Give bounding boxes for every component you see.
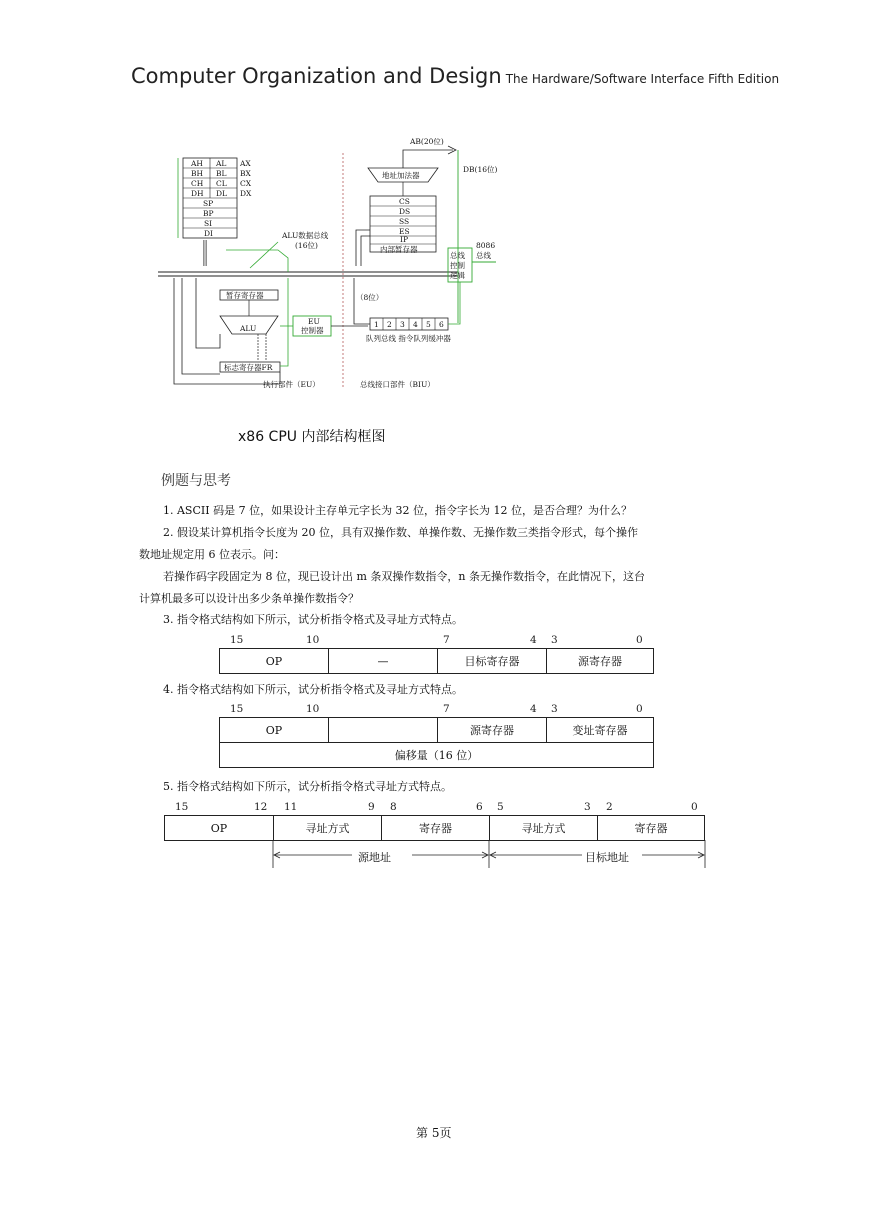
bus-label: 总线 [476,251,491,260]
f4-bit-0: 0 [636,703,643,715]
f5-bit-6: 6 [476,801,483,813]
queue-1: 1 [374,320,379,329]
reg-ax: AX [240,159,251,168]
seg-ss: SS [399,217,410,226]
queue-6: 6 [439,320,444,329]
f3-bit-7: 7 [443,634,450,646]
f5-bit-0: 0 [691,801,698,813]
question-4: 4. 指令格式结构如下所示，试分析指令格式及寻址方式特点。 [163,683,463,696]
f5-dst-address-label: 目标地址 [585,851,629,864]
f5-field-dst-mode: 寻址方式 [490,816,598,841]
bus-ctrl-1: 总线 [450,251,465,260]
reg-bp: BP [203,209,214,218]
f4-field-offset: 偏移量（16 位） [220,743,654,768]
f4-bit-15: 15 [230,703,244,715]
reg-cx: CX [240,179,252,188]
f3-field-dest-reg: 目标寄存器 [438,649,547,674]
question-2-line-2: 数地址规定用 6 位表示。问： [139,548,285,561]
temp-reg-label: 暂存寄存器 [226,291,264,300]
reg-bx: BX [240,169,251,178]
f5-bit-2: 2 [606,801,613,813]
f5-bit-8: 8 [390,801,397,813]
f3-bit-0: 0 [636,634,643,646]
f5-bit-12: 12 [254,801,268,813]
question-3: 3. 指令格式结构如下所示，试分析指令格式及寻址方式特点。 [163,613,463,626]
f5-bit-3: 3 [584,801,591,813]
f5-field-dst-reg: 寄存器 [598,816,705,841]
eu-label: 执行部件（EU） [263,380,320,389]
reg-dl: DL [216,189,227,198]
question-5: 5. 指令格式结构如下所示，试分析指令格式寻址方式特点。 [163,780,452,793]
queue-2: 2 [387,320,392,329]
f5-src-address-label: 源地址 [358,851,391,864]
reg-al: AL [216,159,227,168]
f4-bit-4: 4 [530,703,537,715]
queue-4: 4 [413,320,418,329]
seg-ds: DS [399,207,411,216]
f3-bit-3: 3 [551,634,558,646]
f4-bit-7: 7 [443,703,450,715]
header-title: Computer Organization and Design [131,64,502,88]
document-header [131,64,779,88]
f4-field-blank [329,718,438,743]
inner-reg-label: 内部暂存器 [380,245,418,254]
f5-field-src-mode: 寻址方式 [274,816,382,841]
reg-sp: SP [203,199,214,208]
f3-bit-4: 4 [530,634,537,646]
f3-field-op: OP [220,649,329,674]
seg-cs: CS [399,197,410,206]
adder-label: 地址加法器 [382,171,420,180]
reg-cl: CL [216,179,227,188]
f5-bit-11: 11 [284,801,298,813]
address-span-arrows [270,840,710,870]
reg-di: DI [204,229,213,238]
eu-ctrl-label-2: 控制器 [301,326,324,335]
header-subtitle: The Hardware/Software Interface Fifth Edition [505,72,780,86]
queue-3: 3 [400,320,405,329]
reg-ah: AH [191,159,203,168]
alu-label: ALU [240,324,257,333]
f5-bit-9: 9 [368,801,375,813]
reg-bh: BH [191,169,204,178]
page-number: 第 5页 [416,1126,452,1140]
f4-field-op: OP [220,718,329,743]
f4-bit-10: 10 [306,703,320,715]
f3-field-src-reg: 源寄存器 [547,649,654,674]
f3-bit-10: 10 [306,634,320,646]
f4-field-src-reg: 源寄存器 [438,718,547,743]
flags-reg-label: 标志寄存器FR [224,363,273,372]
question-2-line-3: 若操作码字段固定为 8 位，现已设计出 m 条双操作数指令，n 条无操作数指令，在此情况下，这台 [163,570,645,583]
bus-ctrl-3: 逻辑 [450,271,465,280]
f5-bit-5: 5 [497,801,504,813]
ab-label: AB(20位) [410,138,444,146]
eight-bit-label: （8位） [356,293,384,302]
seg-ip: IP [400,235,409,244]
reg-bl: BL [216,169,227,178]
f4-bit-3: 3 [551,703,558,715]
eu-ctrl-label-1: EU [308,317,320,326]
alu-bus-label: ALU数据总线 [282,231,329,240]
instruction-format-4 [219,717,654,768]
f3-bit-15: 15 [230,634,244,646]
reg-ch: CH [191,179,204,188]
question-2-line-4: 计算机最多可以设计出多少条单操作数指令？ [139,592,359,605]
alu-bus-width: (16位) [295,241,318,250]
question-2-line-1: 2. 假设某计算机指令长度为 20 位，具有双操作数、单操作数、无操作数三类指令形式，每个操作 [163,526,638,539]
reg-dx: DX [240,189,252,198]
instruction-format-3 [219,648,654,674]
f5-field-op: OP [165,816,274,841]
bus-8086-label: 8086 [476,241,496,250]
bus-ctrl-2: 控制 [450,261,465,270]
instruction-format-5 [164,815,705,841]
biu-label: 总线接口部件（BIU） [360,380,435,389]
figure-caption: x86 CPU 内部结构框图 [238,429,386,445]
f4-field-index-reg: 变址寄存器 [547,718,654,743]
queue-label: 队列总线 指令队列缓冲器 [366,334,451,343]
db-label: DB(16位) [463,165,498,174]
question-1: 1. ASCII 码是 7 位，如果设计主存单元字长为 32 位，指令字长为 12 位，是否合理？为什么？ [163,504,633,517]
reg-dh: DH [191,189,204,198]
f3-field-dash: — [329,649,438,674]
f5-field-src-reg: 寄存器 [382,816,490,841]
seg-es: ES [399,227,410,236]
queue-5: 5 [426,320,431,329]
f5-bit-15: 15 [175,801,189,813]
cpu-structure-diagram [158,138,508,398]
reg-si: SI [204,219,213,228]
section-title: 例题与思考 [161,473,231,489]
